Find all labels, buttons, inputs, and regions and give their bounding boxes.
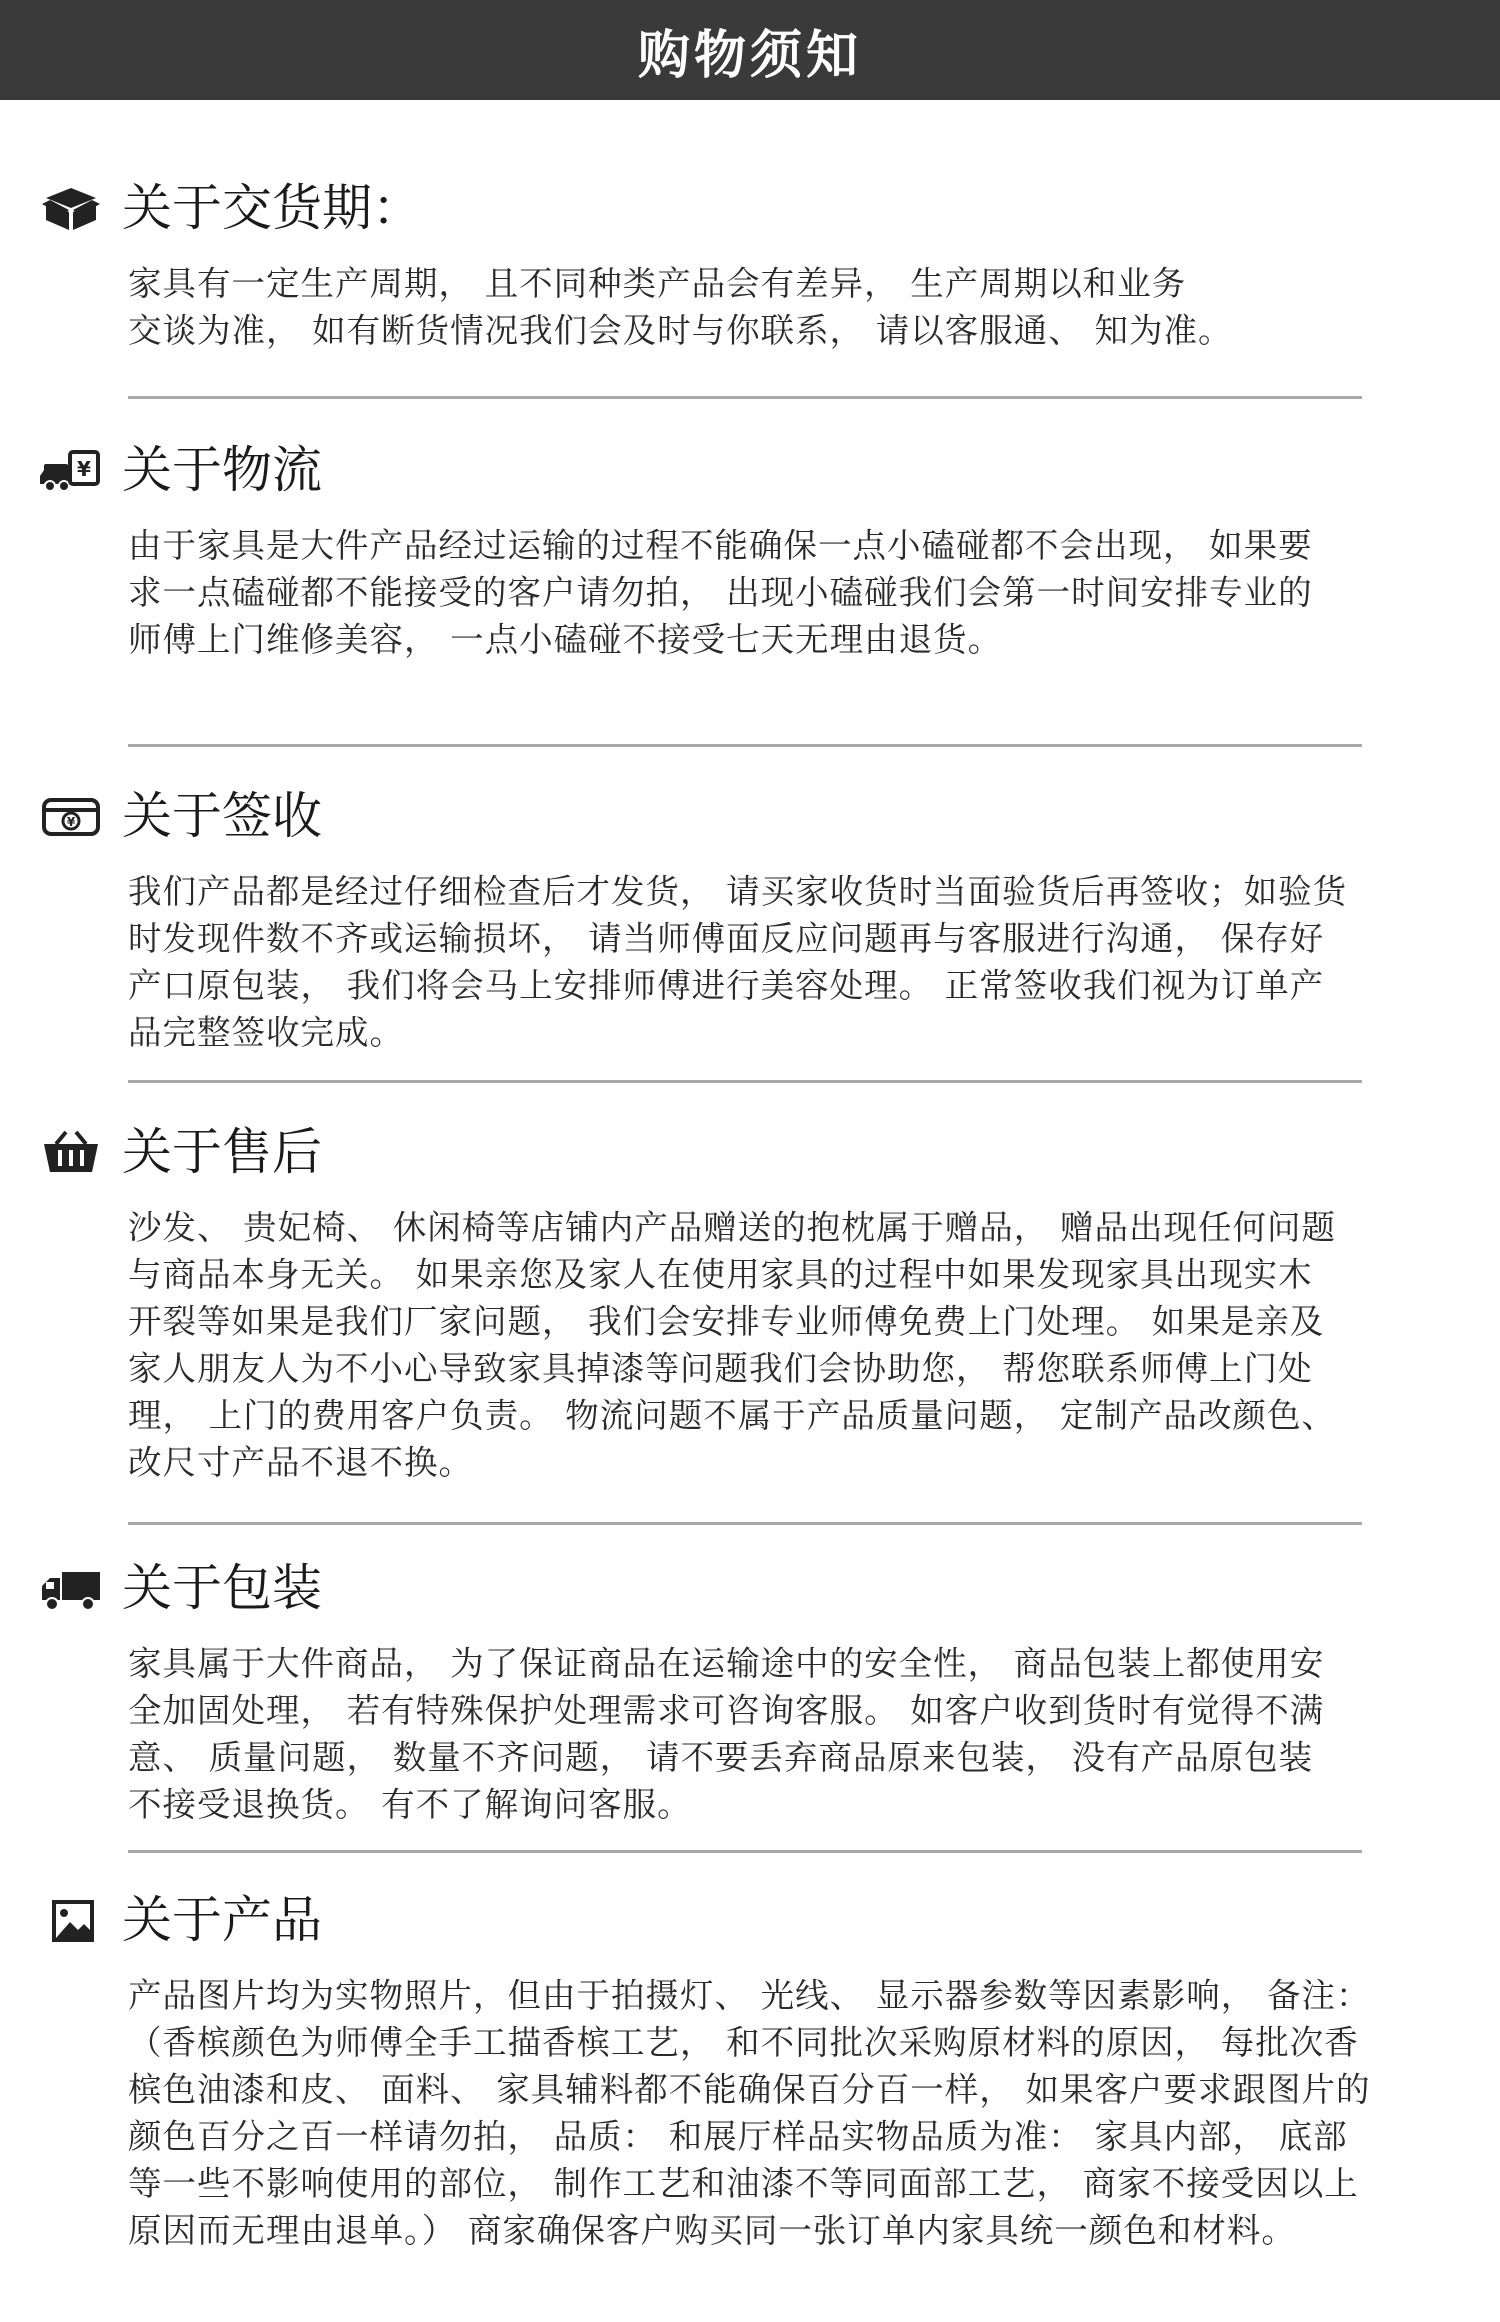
svg-text:¥: ¥ xyxy=(66,815,76,829)
body-line: 改尺寸产品不退不换。 xyxy=(128,1443,473,1482)
body-line: 槟色油漆和皮、 面料、 家具辅料都不能确保百分百一样， 如果客户要求跟图片的 xyxy=(128,2070,1371,2109)
page-header xyxy=(0,0,1500,100)
section-body xyxy=(128,1204,1378,1486)
section-divider xyxy=(128,1080,1362,1083)
body-line: 家具有一定生产周期， 且不同种类产品会有差异， 生产周期以和业务 xyxy=(128,264,1187,303)
shopping-basket-icon xyxy=(38,1128,104,1178)
section-divider xyxy=(128,1850,1362,1853)
section-title: 关于产品 xyxy=(122,1891,322,1949)
body-line: 家具属于大件商品， 为了保证商品在运输途中的安全性， 商品包装上都使用安 xyxy=(128,1644,1325,1683)
page-title: 购物须知 xyxy=(637,25,862,86)
section-divider xyxy=(128,1522,1362,1525)
body-line: 品完整签收完成。 xyxy=(128,1013,404,1052)
body-line: 开裂等如果是我们厂家问题， 我们会安排专业师傅免费上门处理。 如果是亲及 xyxy=(128,1302,1325,1341)
body-line: 产口原包装， 我们将会马上安排师傅进行美容处理。 正常签收我们视为订单产 xyxy=(128,966,1325,1005)
box-icon xyxy=(38,184,104,234)
body-line: （香槟颜色为师傅全手工描香槟工艺， 和不同批次采购原材料的原因， 每批次香 xyxy=(128,2023,1359,2062)
delivery-truck-money-icon xyxy=(38,446,104,496)
body-line: 等一些不影响使用的部位， 制作工艺和油漆不等同面部工艺， 商家不接受因以上 xyxy=(128,2164,1359,2203)
body-line: 由于家具是大件产品经过运输的过程不能确保一点小磕碰都不会出现， 如果要 xyxy=(128,526,1313,565)
section-title: 关于包装 xyxy=(122,1559,322,1617)
body-line: 与商品本身无关。 如果亲您及家人在使用家具的过程中如果发现家具出现实木 xyxy=(128,1255,1313,1294)
body-line: 颜色百分之百一样请勿拍， 品质： 和展厅样品实物品质为准： 家具内部， 底部 xyxy=(128,2117,1348,2156)
body-line: 意、 质量问题， 数量不齐问题， 请不要丢弃商品原来包装， 没有产品原包装 xyxy=(128,1738,1314,1777)
wallet-yen-icon xyxy=(38,792,104,842)
section-body xyxy=(128,522,1378,663)
body-line: 时发现件数不齐或运输损坏， 请当师傅面反应问题再与客服进行沟通， 保存好 xyxy=(128,919,1325,958)
section-divider xyxy=(128,396,1362,399)
body-line: 我们产品都是经过仔细检查后才发货， 请买家收货时当面验货后再签收；如验货 xyxy=(128,872,1348,911)
body-line: 师傅上门维修美容， 一点小磕碰不接受七天无理由退货。 xyxy=(128,620,1003,659)
section-body xyxy=(128,1972,1378,2254)
body-line: 交谈为准， 如有断货情况我们会及时与你联系， 请以客服通、 知为准。 xyxy=(128,311,1233,350)
body-line: 求一点磕碰都不能接受的客户请勿拍， 出现小磕碰我们会第一时间安排专业的 xyxy=(128,573,1313,612)
body-line: 家人朋友人为不小心导致家具掉漆等问题我们会协助您， 帮您联系师傅上门处 xyxy=(128,1349,1313,1388)
body-line: 产品图片均为实物照片，但由于拍摄灯、 光线、 显示器参数等因素影响， 备注： xyxy=(128,1976,1371,2015)
section-title: 关于交货期： xyxy=(122,179,422,237)
svg-text:¥: ¥ xyxy=(77,457,91,481)
truck-icon xyxy=(38,1564,104,1614)
section-body xyxy=(128,1640,1378,1828)
section-title: 关于签收 xyxy=(122,787,322,845)
body-line: 原因而无理由退单。） 商家确保客户购买同一张订单内家具统一颜色和材料。 xyxy=(128,2211,1296,2250)
section-body xyxy=(128,260,1378,354)
section-divider xyxy=(128,744,1362,747)
section-body xyxy=(128,868,1378,1056)
body-line: 理， 上门的费用客户负责。 物流问题不属于产品质量问题， 定制产品改颜色、 xyxy=(128,1396,1336,1435)
body-line: 全加固处理， 若有特殊保护处理需求可咨询客服。 如客户收到货时有觉得不满 xyxy=(128,1691,1325,1730)
image-icon xyxy=(38,1896,104,1946)
body-line: 不接受退换货。 有不了解询问客服。 xyxy=(128,1785,692,1824)
section-title: 关于售后 xyxy=(122,1123,322,1181)
body-line: 沙发、 贵妃椅、 休闲椅等店铺内产品赠送的抱枕属于赠品， 赠品出现任何问题 xyxy=(128,1208,1336,1247)
section-title: 关于物流 xyxy=(122,441,322,499)
